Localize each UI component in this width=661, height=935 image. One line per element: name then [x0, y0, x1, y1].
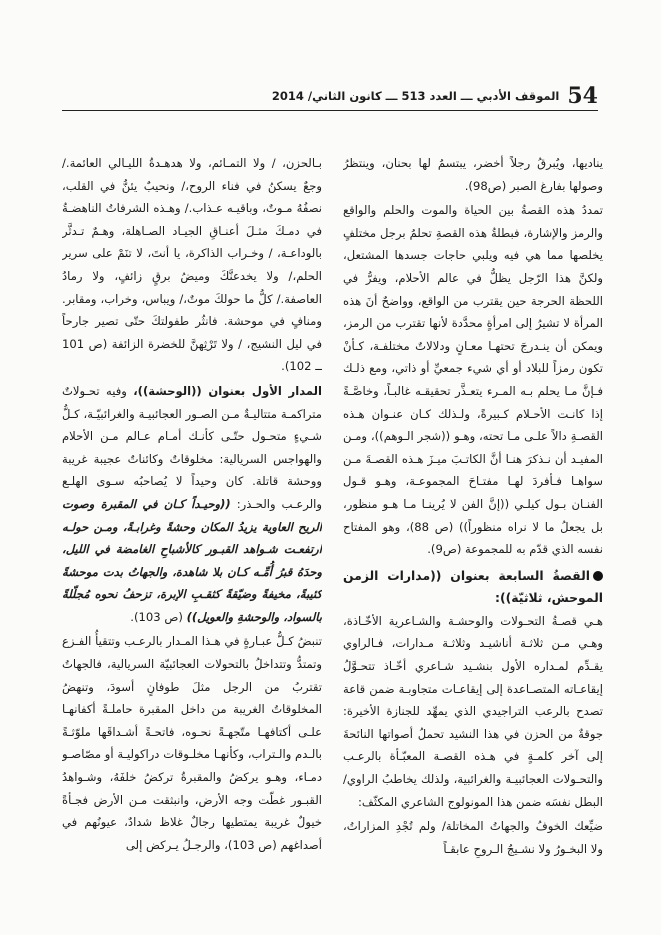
paragraph: ضيِّعك الخوفُ والجهاتُ المخاتلة/ ولم تُجْدِ المزاراتُ، ولا البخـورُ ولا نشـيجُ الـروحِ عابقـاً — [343, 819, 603, 856]
sub-heading: المدار الأول بعنوان ((الوحشة))، — [133, 383, 322, 398]
section-heading — [343, 565, 603, 610]
section-heading-text: القصةُ السابعة بعنوان ((مدارات الزمن الموحش، ثلاثيّة)): — [343, 567, 603, 606]
bullet-icon — [593, 571, 603, 581]
running-title: الموقف الأدبي ـــ العدد 513 ـــ كانون الثاني/ 2014 — [271, 89, 560, 103]
paragraph-text: وفيه تحـولاتٌ متراكمـة متتاليـةٌ مـن الصـور العجائبيـة والغرائبيّـة، كـلُّ شـيءٍ متحـول حتّـى كأنـك أمـام عـالم مـن الأحلام والهواجس السريالية: مخلوقاتٌ وكائناتٌ عجيبة غريبة ووحشة قاتلة. كان وحيداً لا يُصاحبُه سـوى الهلـع والرعـب والحـذر: — [62, 383, 322, 511]
paragraph: يناديها، ويُبرقُ رجلاً أخضر، يبتسمُ لها بحنان، وينتظرُ وصولها بفارغ الصبر (ص98). — [343, 156, 603, 193]
quote-reference: (ص 103). — [130, 609, 187, 624]
paragraph: تمددُ هذه القصةُ بين الحياة والموت والحلم والواقع والرمز والإشارة، فبطلةُ هذه القصةِ تحلمُ برجل مختلفٍ يخلصها مما هي فيه ويلبي حاجات جسدها المشتعل، ولكنَّ هذا الرّجل يظلُّ في عالم الأحلام، ويفرُّ في اللحظة الحرجة حين يقترب من الواقع، وواضحٌ أنَ هذه المرأة لا تشيرُ إلى امرأةٍ محدَّدة لأنها تقترب من الرمز، ويمكن أن ينـدرجَ تحتهـا معـانٍ ودلالاتٌ مختلفـة، كـأنْ تكون رمزاً للبلاد أو أي شيء جمعيِّ أو ذاتي، ومع ذلـك فـإنَّ مـا يحلم بـه المـرء يتعـذَّر تحقيقـه غالبـاً، وخاصَّـةً إذا كانـت الأحـلام كـبيرةً، ولـذلك كـان عنـوان هـذه القصـةِ دالاً علـى مـا تحته، وهـو ((شجر الـوهم))، ومـن المفيـد أن نـذكرَ هنـا أنَّ الكاتـبَ ميـزَ هـذه القصـةَ مـن سواهـا فـأفردَ لهـا مفتـاحَ المجموعـة، وهـو قـول الفنـان بـول كيلـي ((إنَّ الفن لا يُرينـا مـا هـو منظور، بل يجعلُ ما لا نراه منظوراً)) (ص 88)، وهو المفتاح نفسه الذي قدّم به للمجموعة (ص9). — [343, 203, 603, 557]
paragraph: بـالحزن، / ولا التمـائم، ولا هدهـدةُ الليـالي العائمة./ وجعٌ يسكنُ في فناء الروح،/ ونحيبٌ يئنُّ في القلب، نصفُهُ مـوتٌ، وباقيـه عـذاب./ وهـذه الشرفاتُ الناهضـةُ في دمـكَ مثـلَ أعنـاقِ الجيـاد الصـاهلة، وهـمٌ تـدثَّر بالوداعـة، / وخـراب الذاكرة، يا أنتَ، لا تنَمْ على سرير الحلم،/ ولا يخدعنَّكَ وميضُ برقٍ زائفٍ، ولا رمادُ العاصفة./ كلُّ ما حولكَ موتٌ،/ ويباس، وخراب، ومقابر. ومنافٍ في موحشة. فانثُر طفولتكَ حتّى تصير جارحاً في ليل النشيج، / ولا تَرْثِهنَّ للخضرة الزائفة (ص 101 ــ 102). — [62, 156, 322, 374]
header-rule — [62, 110, 598, 111]
paragraph: تنبضُ كـلُّ عبـارةٍ في هـذا المـدار بالرعـب وتتقيأُ الفـزع وتمتدُّ وتتداخلُ بالتحولات العجائبيّة السريالية، فالجهاتُ تقتربُ من الرجل مثلَ طوفانٍ أسودَ، وتنهضُ المخلوقاتُ الغريبة من داخل المقبرة حاملـةً أكفانهـا علـى أكتافهـا متّجهـةً نحـوه، فاتحـةً أشـداقَها ملوّثـةً بالـدم والـتراب، وكأنهـا مخلـوقات دراكوليـة أو مصّاصـو دمـاء، وهـو يركضُ والمقبرةُ تركضُ خلفَهُ، وشـواهدُ القبـور غطّت وجه الأرض، وانبثقت مـن الأرض فجـأةً خيولٌ غريبة يمتطيها رجالٌ غلاظ شدادٌ، عيونُهم في أصداغهم (ص 103)، والرجـلُ يـركض إلى — [62, 634, 322, 852]
page-header — [271, 83, 598, 109]
block-quote: ((وحيـداً كـان في المقبرة وصوت الريح العاوية يزيدُ المكان وحشةً وغرابـةً، ومـن حولـه ارتفعـت شـواهد القبـور كالأشباحِ الغامضة في الليل، وحدَهُ قبرُ أُمِّـه كـان بلا شاهدة، والجهاتُ بدت موحشةً كئيبةً، مخيفةً وضيّقةً كثقـبِ الإبرة، تزحفُ نحوه مُجلّلةً بالسواد، والوحشةِ والعويل)) — [62, 496, 322, 624]
paragraph — [62, 380, 322, 629]
right-column — [343, 152, 603, 892]
left-column — [62, 152, 322, 892]
paragraph: هـي قصـةُ التحـولات والوحشـة والشـاعرية الأخّـاذة، وهـي مـن ثلاثـة أناشيـد وثلاثـة مـدارات، فـالراوي يقـدِّم لمـداره الأول بنشـيد شـاعري أخّـاذ تتحـوَّلُ إيقاعـاته المتصـاعدة إلى إيقاعـات متجاوبـة ضمن قاعة تصدح بالرعب التراجيدي الذي يمهِّد للجنازة الأخيرة: جوقةٌ من الحزن في هذا النشيد تحملُ أصواتها النائحةَ إلى آخر كلمـةٍ في هـذه القصـة المعبّـأة بالرعـب والتحـولات العجائبيـة والغرائبية، ولذلك يخاطبُ الراوي/ البطل نفسَه ضمن هذا المونولوج الشاعري المكثّف: — [343, 613, 603, 809]
page-number: 54 — [567, 83, 598, 109]
